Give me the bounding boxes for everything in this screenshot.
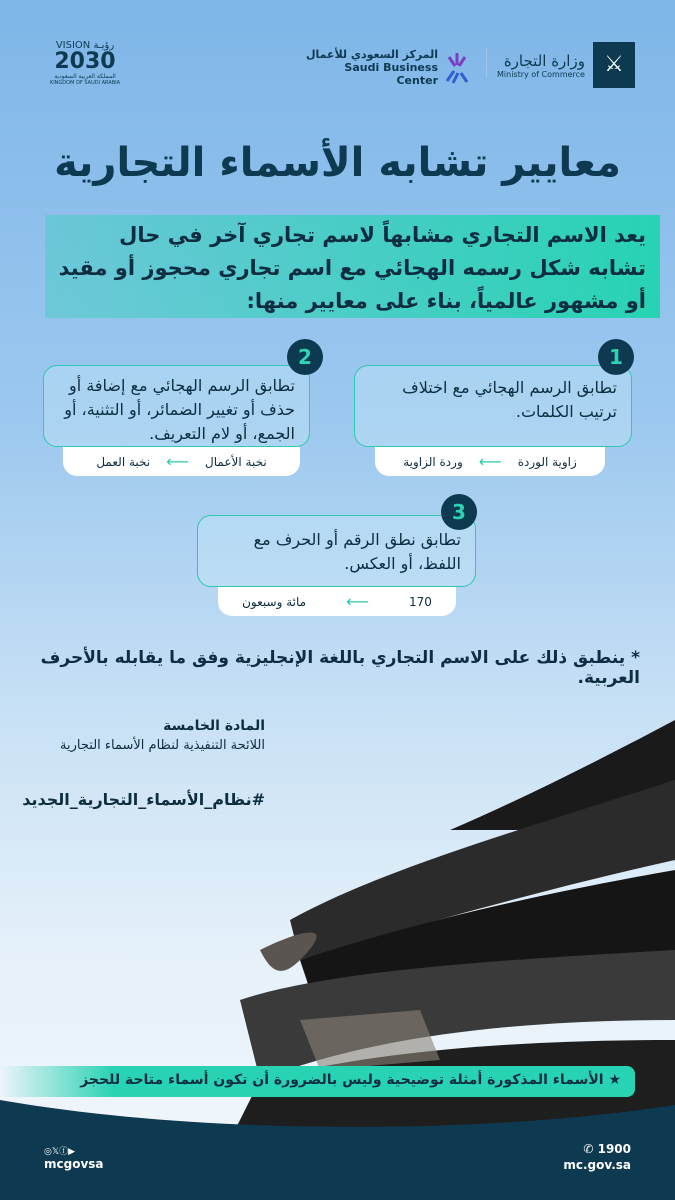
phone-number[interactable]: ✆ 1900 xyxy=(583,1142,631,1156)
criterion-card-1: تطابق الرسم الهجائي مع اختلاف ترتيب الكلمات. xyxy=(354,365,632,447)
footer-curve xyxy=(0,1100,675,1140)
example-chip-1: زاوية الوردة ⟵ وردة الزاوية xyxy=(375,447,605,476)
saudi-emblem-icon: ⚔ xyxy=(593,42,635,88)
arrow-left-icon: ⟵ xyxy=(166,452,190,471)
criterion-card-3: تطابق نطق الرقم أو الحرف مع اللفظ، أو العكس. xyxy=(197,515,476,587)
hashtag: #نظام_الأسماء_التجارية_الجديد xyxy=(22,790,265,809)
reference-article: المادة الخامسة xyxy=(163,718,265,734)
phone-icon: ✆ xyxy=(583,1142,594,1156)
website-link[interactable]: mc.gov.sa xyxy=(563,1158,631,1172)
ministry-of-commerce-logo: وزارة التجارة Ministry of Commerce ⚔ xyxy=(497,42,635,88)
saudi-business-center-logo: المركز السعودي للأعمال Saudi Business Center xyxy=(300,48,470,87)
example-chip-2: نخبة الأعمال ⟵ نخبة العمل xyxy=(63,447,300,476)
arrow-left-icon: ⟵ xyxy=(346,592,369,611)
sbc-emblem-icon xyxy=(444,51,470,85)
english-names-note: * ينطبق ذلك على الاسم التجاري باللغة الإنجليزية وفق ما يقابله بالأحرف العربية. xyxy=(40,648,640,688)
criterion-card-2: تطابق الرسم الهجائي مع إضافة أو حذف أو تغيير الضمائر، أو التثنية، أو الجمع، أو لام التعريف. xyxy=(43,365,310,447)
reference-source: اللائحة التنفيذية لنظام الأسماء التجارية xyxy=(60,738,265,753)
criterion-number-3: 3 xyxy=(441,494,477,530)
logo-divider xyxy=(486,48,487,78)
criterion-number-1: 1 xyxy=(598,339,634,375)
intro-text: يعد الاسم التجاري مشابهاً لاسم تجاري آخر في حال تشابه شكل رسمه الهجائي مع اسم تجاري محجوز أو مقيد أو مشهور عالمياً، بناء على معايير منها: xyxy=(45,215,660,318)
arrow-left-icon: ⟵ xyxy=(478,452,502,471)
social-icons[interactable]: ◎𝕏ⓕ▶ xyxy=(44,1147,76,1157)
page-title: معايير تشابه الأسماء التجارية xyxy=(54,140,621,186)
disclaimer-banner: ★ الأسماء المذكورة أمثلة توضيحية وليس بالضرورة أن تكون أسماء متاحة للحجز xyxy=(0,1066,635,1097)
example-chip-3: 170 ⟵ مائة وسبعون xyxy=(218,587,456,616)
vision-2030-logo: VISION رؤيـة 2030 المملكة العربية السعودية KINGDOM OF SAUDI ARABIA xyxy=(49,40,121,86)
criterion-number-2: 2 xyxy=(287,339,323,375)
social-handle[interactable]: mcgovsa xyxy=(44,1157,104,1171)
